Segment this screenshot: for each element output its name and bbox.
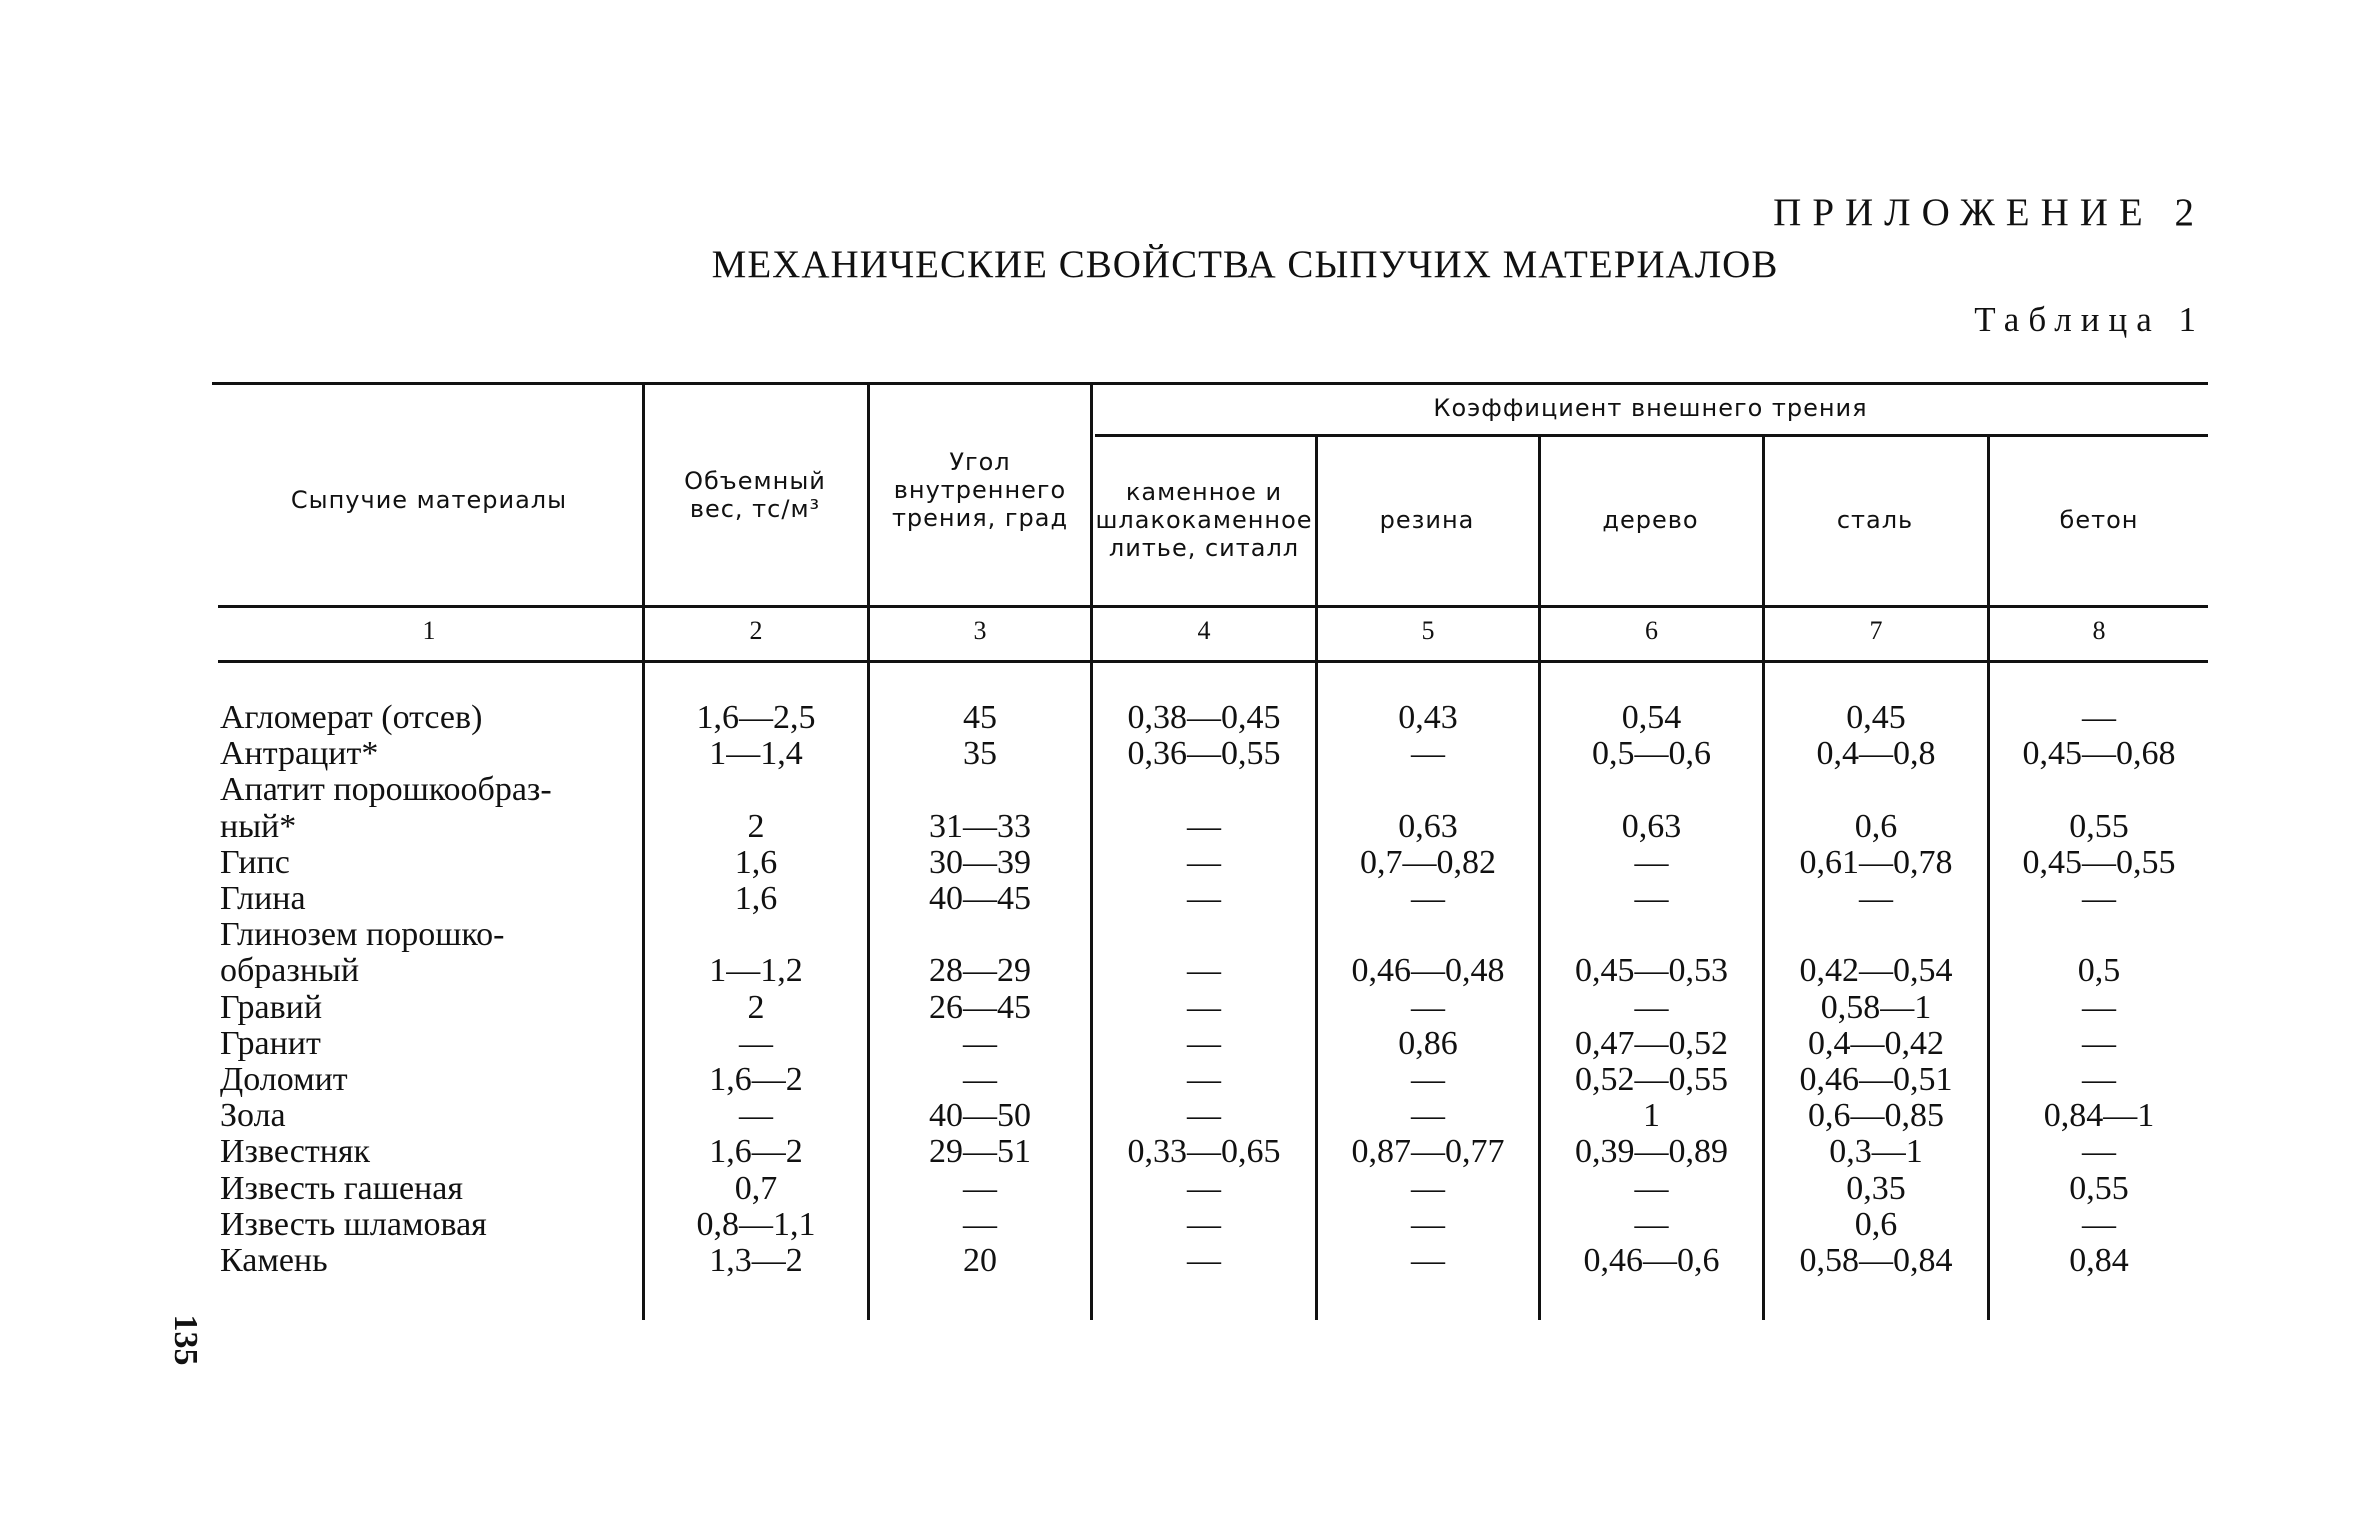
row-label: Доломит bbox=[220, 1061, 348, 1098]
row-label: Камень bbox=[220, 1242, 328, 1279]
table-cell: — bbox=[2082, 1205, 2116, 1243]
table-cell: 0,7 bbox=[734, 1169, 778, 1207]
table-cell: — bbox=[963, 1024, 997, 1062]
header-steel: сталь bbox=[1836, 506, 1914, 534]
table-cell: — bbox=[739, 1024, 773, 1062]
table-cell: 1,6 bbox=[734, 880, 778, 917]
table-cell: — bbox=[1187, 1242, 1221, 1279]
table-cell: — bbox=[1187, 880, 1221, 917]
row-label: Агломерат (отсев) bbox=[220, 699, 483, 736]
table-cell: — bbox=[2082, 1133, 2116, 1171]
table-cell: 0,33—0,65 bbox=[1127, 1133, 1281, 1171]
table-cell: — bbox=[2082, 699, 2116, 736]
header-friction-angle: Угол внутреннего трения, град bbox=[891, 448, 1069, 532]
table-cell: 0,38—0,45 bbox=[1127, 699, 1281, 736]
header-concrete: бетон bbox=[2059, 506, 2139, 534]
row-label: Зола bbox=[220, 1097, 286, 1135]
table-cell: 1 bbox=[1643, 1097, 1660, 1135]
table-cell: 0,46—0,6 bbox=[1583, 1242, 1720, 1279]
table-cell: — bbox=[1411, 1205, 1445, 1243]
table-cell: 28—29 bbox=[929, 952, 1031, 990]
row-label: Известняк bbox=[220, 1133, 371, 1171]
table-cell: 1—1,2 bbox=[709, 952, 803, 990]
column-number-4: 4 bbox=[1197, 616, 1211, 645]
row-label: Антрацит* bbox=[220, 735, 379, 773]
table-cell: 0,55 bbox=[2069, 807, 2129, 845]
table-caption: Таблица 1 bbox=[1974, 300, 2205, 339]
table-cell: — bbox=[1187, 1205, 1221, 1243]
page-number: 135 bbox=[167, 1314, 204, 1366]
row-label: Гранит bbox=[220, 1024, 321, 1062]
table-cell: 0,42—0,54 bbox=[1799, 952, 1953, 990]
table-cell: 0,54 bbox=[1621, 699, 1682, 736]
table-cell: 40—45 bbox=[929, 880, 1031, 917]
subheader-rule bbox=[1095, 434, 2208, 437]
table-cell: 0,45—0,68 bbox=[2022, 735, 2176, 773]
table-cell: 0,46—0,48 bbox=[1351, 952, 1505, 990]
column-number-3: 3 bbox=[973, 616, 987, 645]
table-cell: 1—1,4 bbox=[709, 735, 803, 773]
row-label: Глина bbox=[220, 880, 306, 917]
table-cell: 0,7—0,82 bbox=[1360, 843, 1496, 881]
table-cell: 31—33 bbox=[929, 807, 1031, 845]
table-cell: 0,46—0,51 bbox=[1799, 1061, 1953, 1098]
table-cell: 0,6—0,85 bbox=[1808, 1097, 1944, 1135]
table-cell: — bbox=[963, 1061, 997, 1098]
table-cell: 2 bbox=[747, 988, 765, 1026]
row-label: Апатит порошкообраз- bbox=[220, 771, 552, 809]
table-cell: — bbox=[1634, 988, 1669, 1026]
table-cell: 30—39 bbox=[929, 843, 1031, 881]
table-cell: 0,5 bbox=[2077, 952, 2121, 990]
table-cell: 0,6 bbox=[1854, 1205, 1898, 1243]
row-label: Гипс bbox=[220, 843, 290, 881]
table-cell: 0,55 bbox=[2069, 1169, 2129, 1207]
table-cell: 0,45 bbox=[1846, 699, 1906, 736]
table-cell: 0,3—1 bbox=[1829, 1133, 1923, 1171]
table-cell: 0,58—1 bbox=[1820, 988, 1932, 1026]
table-cell: — bbox=[1411, 988, 1445, 1026]
table-cell: — bbox=[1187, 1097, 1221, 1135]
row-label: Гравий bbox=[220, 988, 323, 1026]
table-cell: — bbox=[1411, 1242, 1445, 1279]
table-cell: 0,45—0,53 bbox=[1575, 952, 1728, 990]
table-cell: — bbox=[2082, 1061, 2116, 1098]
table-cell: — bbox=[1634, 843, 1669, 881]
column-number-7: 7 bbox=[1869, 616, 1883, 645]
table-cell: — bbox=[1187, 843, 1221, 881]
table-cell: 0,6 bbox=[1854, 807, 1898, 845]
table-cell: — bbox=[739, 1097, 773, 1135]
table-cell: 0,84 bbox=[2069, 1242, 2129, 1279]
table-cell: 0,52—0,55 bbox=[1575, 1061, 1728, 1098]
table-cell: 1,3—2 bbox=[709, 1242, 803, 1279]
table-cell: 0,84—1 bbox=[2043, 1097, 2155, 1135]
page-title: МЕХАНИЧЕСКИЕ СВОЙСТВА СЫПУЧИХ МАТЕРИАЛОВ bbox=[711, 243, 1779, 286]
column-number-6: 6 bbox=[1645, 616, 1658, 645]
table-cell: 0,47—0,52 bbox=[1575, 1024, 1728, 1062]
table-cell: 0,8—1,1 bbox=[696, 1205, 816, 1243]
appendix-label: ПРИЛОЖЕНИЕ 2 bbox=[1773, 191, 2205, 234]
table-cell: — bbox=[1187, 1169, 1221, 1207]
table-cell: — bbox=[963, 1205, 997, 1243]
row-label: Глинозем порошко- bbox=[220, 916, 505, 954]
numbers-bottom-rule bbox=[218, 660, 2208, 663]
table-cell: 0,61—0,78 bbox=[1799, 843, 1953, 881]
column-number-5: 5 bbox=[1421, 616, 1435, 645]
table-cell: — bbox=[1187, 952, 1221, 990]
table-cell: — bbox=[1634, 880, 1669, 917]
table-cell: — bbox=[1411, 735, 1445, 773]
header-wood: дерево bbox=[1602, 506, 1699, 534]
row-label: Известь шламовая bbox=[220, 1205, 487, 1243]
table-cell: 20 bbox=[963, 1242, 997, 1279]
table-cell: — bbox=[2082, 880, 2116, 917]
column-number-1: 1 bbox=[422, 616, 436, 645]
table-cell: 0,36—0,55 bbox=[1127, 735, 1281, 773]
table-cell: 1,6—2 bbox=[709, 1133, 803, 1171]
table-cell: 0,4—0,42 bbox=[1808, 1024, 1944, 1062]
header-rubber: резина bbox=[1379, 506, 1475, 534]
table-cell: 0,4—0,8 bbox=[1816, 735, 1936, 773]
table-cell: — bbox=[1411, 880, 1445, 917]
table-cell: 2 bbox=[747, 807, 765, 845]
row-label: ный* bbox=[220, 807, 297, 845]
table-cell: 0,45—0,55 bbox=[2022, 843, 2176, 881]
table-cell: — bbox=[2082, 1024, 2116, 1062]
table-cell: 0,35 bbox=[1846, 1169, 1906, 1207]
column-number-2: 2 bbox=[749, 616, 763, 645]
table-cell: 1,6—2,5 bbox=[696, 699, 816, 736]
header-external-friction: Коэффициент внешнего трения bbox=[1433, 394, 1868, 422]
table-cell: 0,43 bbox=[1398, 699, 1458, 736]
table-cell: 1,6 bbox=[734, 843, 778, 881]
header-bulk-weight: Объемный вес, тс/м³ bbox=[684, 467, 826, 523]
table-cell: 0,5—0,6 bbox=[1592, 735, 1711, 773]
table-cell: 29—51 bbox=[929, 1133, 1031, 1171]
table-cell: — bbox=[2082, 988, 2116, 1026]
table-cell: 1,6—2 bbox=[709, 1061, 803, 1098]
table-cell: 26—45 bbox=[929, 988, 1031, 1026]
row-label: образный bbox=[220, 952, 360, 990]
table-cell: 0,58—0,84 bbox=[1799, 1242, 1953, 1279]
table-cell: 40—50 bbox=[929, 1097, 1031, 1135]
header-stone-cast: каменное и шлакокаменное литье, ситалл bbox=[1095, 478, 1313, 562]
table-cell: 0,87—0,77 bbox=[1351, 1133, 1505, 1171]
table-cell: — bbox=[1187, 1024, 1221, 1062]
table-cell: 35 bbox=[963, 735, 997, 773]
table-cell: — bbox=[1634, 1169, 1669, 1207]
header-bottom-rule bbox=[218, 605, 2208, 608]
table-cell: — bbox=[1411, 1061, 1445, 1098]
table-cell: 0,86 bbox=[1398, 1024, 1458, 1062]
column-number-8: 8 bbox=[2092, 616, 2106, 645]
table-cell: 0,63 bbox=[1621, 807, 1682, 845]
table-cell: — bbox=[1411, 1097, 1445, 1135]
table-cell: 0,63 bbox=[1398, 807, 1458, 845]
table-cell: — bbox=[1187, 807, 1221, 845]
row-label: Известь гашеная bbox=[220, 1169, 463, 1207]
table-cell: 45 bbox=[963, 699, 997, 736]
table-cell: — bbox=[1634, 1205, 1669, 1243]
table-cell: — bbox=[963, 1169, 997, 1207]
table-cell: — bbox=[1187, 1061, 1221, 1098]
table-cell: 0,39—0,89 bbox=[1575, 1133, 1728, 1171]
table-cell: — bbox=[1859, 880, 1893, 917]
table-top-rule bbox=[212, 382, 2208, 385]
table-cell: — bbox=[1411, 1169, 1445, 1207]
table-cell: — bbox=[1187, 988, 1221, 1026]
header-materials: Сыпучие материалы bbox=[290, 486, 568, 514]
